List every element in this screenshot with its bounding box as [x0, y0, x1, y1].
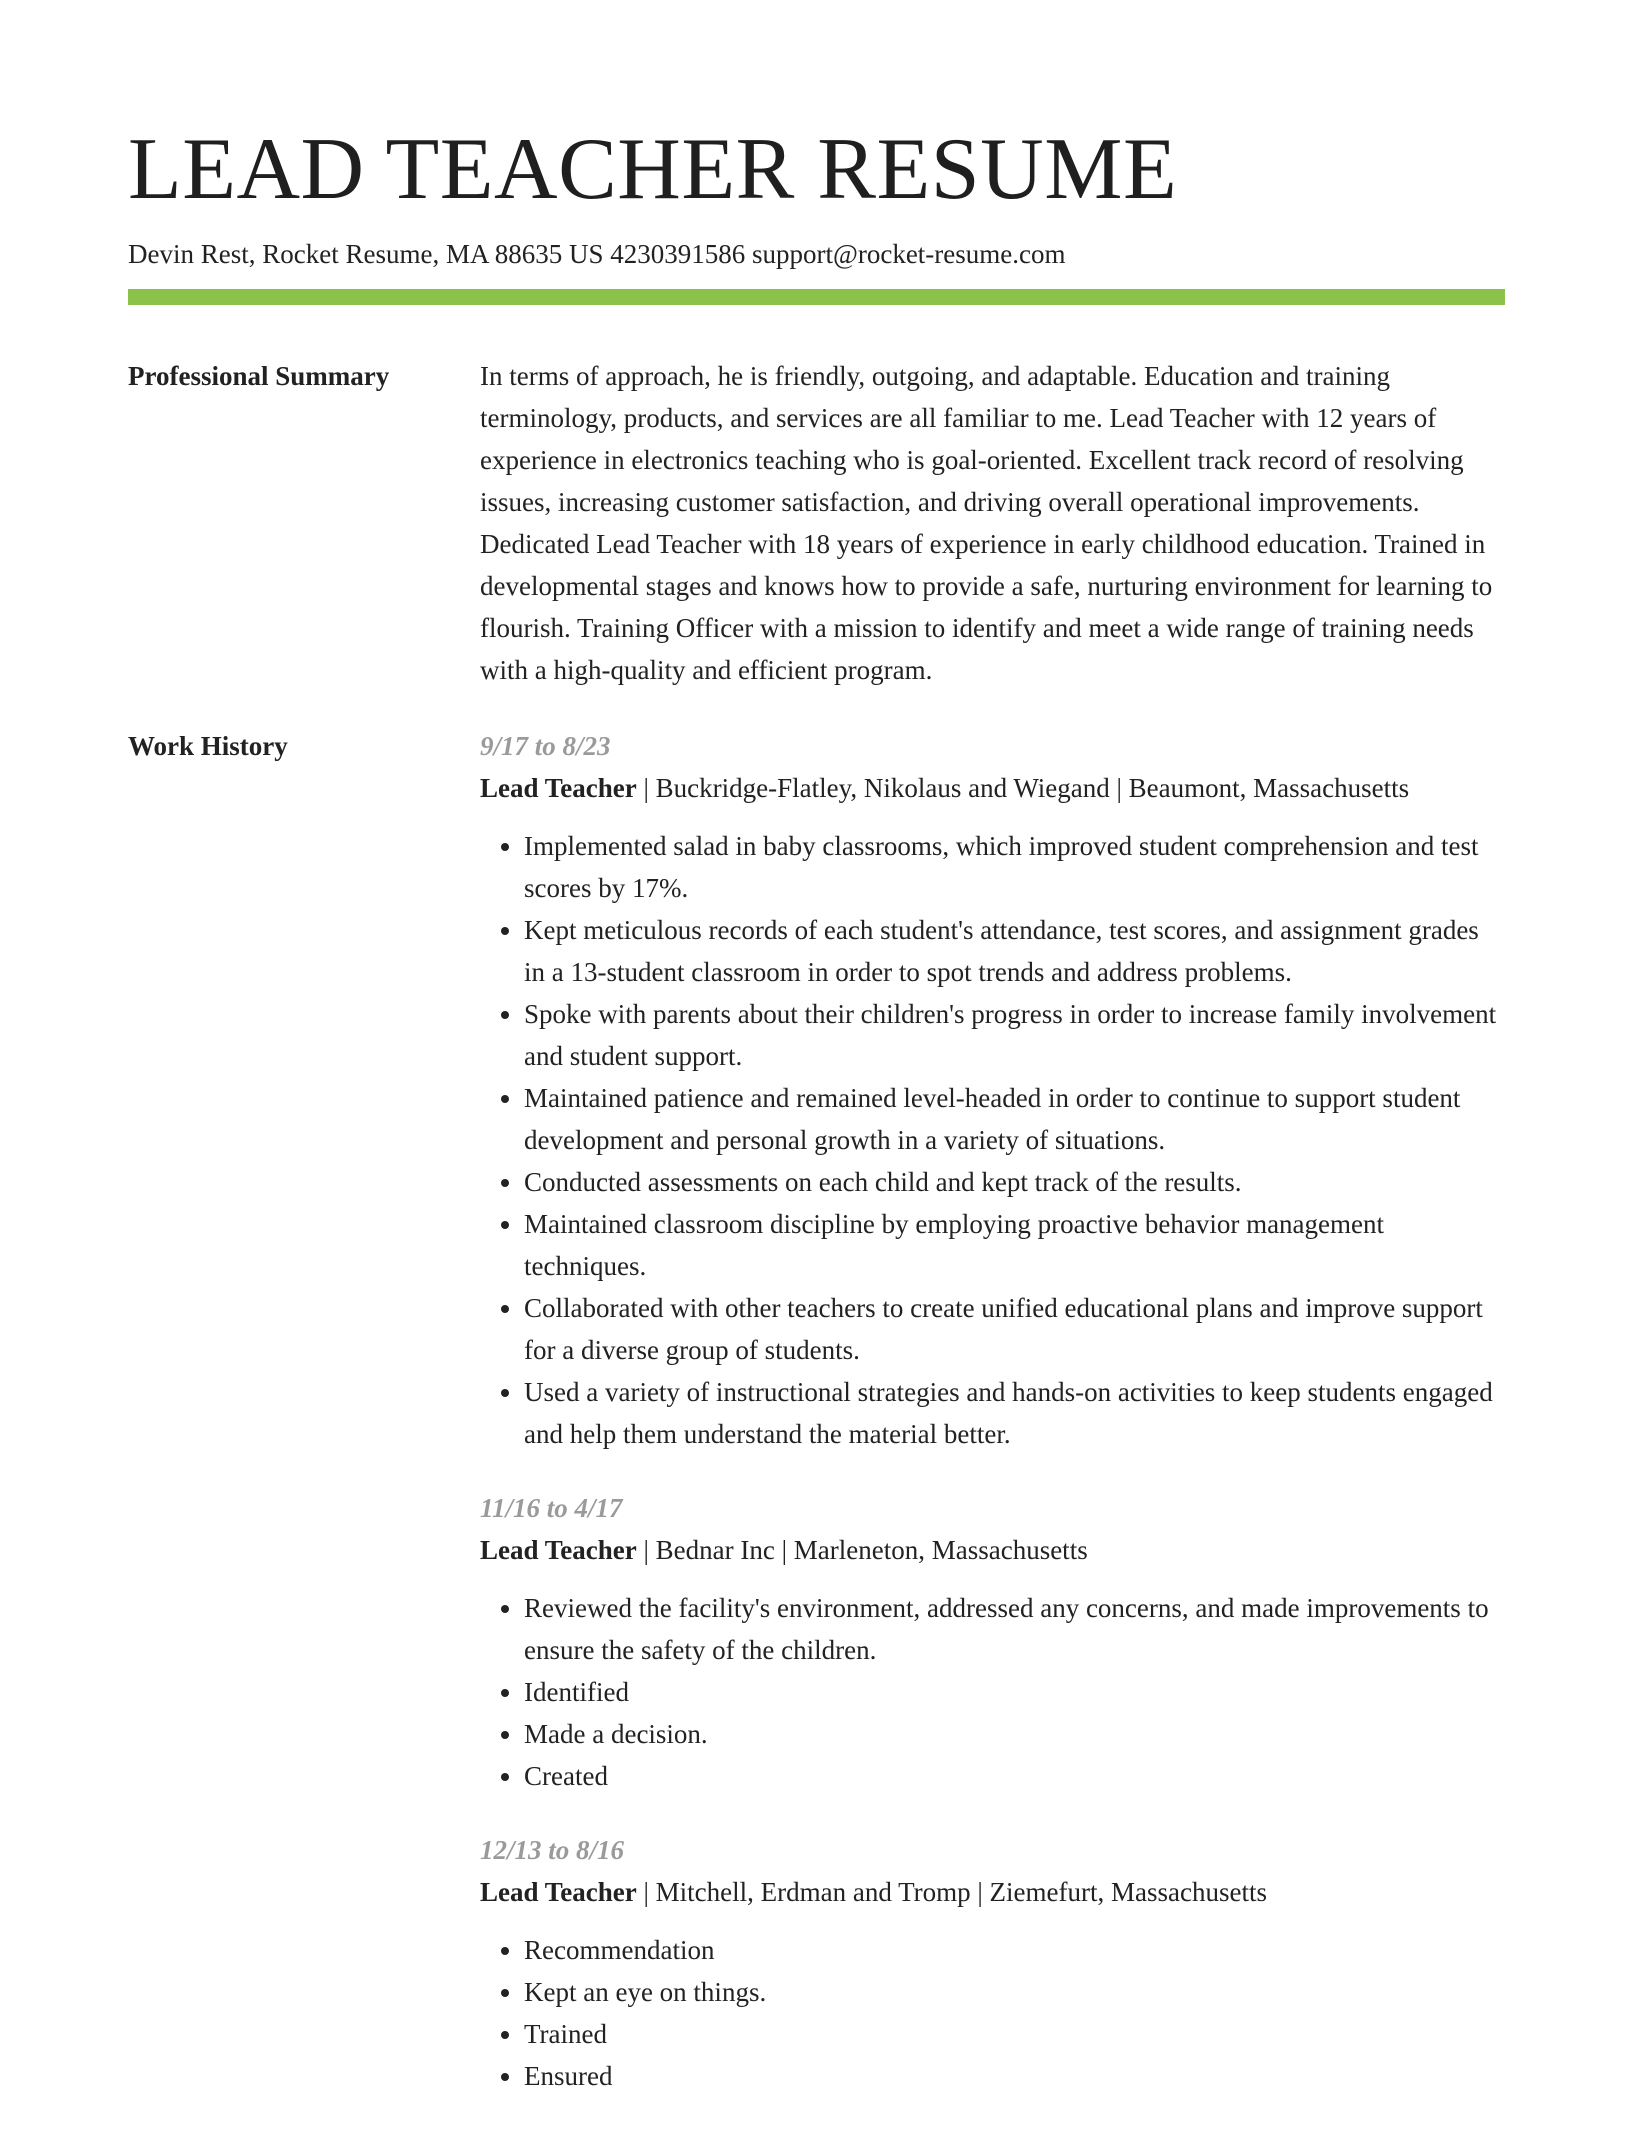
job-bullet: • Reviewed the facility's environment, addressed any concerns, and made improvements to ensure the safety of the children. [524, 1587, 1505, 1671]
job-bullet: • Collaborated with other teachers to create unified educational plans and improve support for a diverse group of students. [524, 1287, 1505, 1371]
job-bullet: • Kept an eye on things. [524, 1971, 1505, 2013]
job-bullet: • Identified [524, 1671, 1505, 1713]
resume-page [128, 0, 1505, 2129]
job-entry [480, 1829, 1505, 2097]
job-heading [480, 1529, 1505, 1571]
job-dates: 9/17 to 8/23 [480, 731, 611, 761]
job-details: | Bednar Inc | Marleneton, Massachusetts [636, 1535, 1088, 1565]
job-entry [480, 1487, 1505, 1797]
summary-text: In terms of approach, he is friendly, outgoing, and adaptable. Education and training terminology, products, and services are all familiar to me. Lead Teacher with 12 years of experience in electronics teaching who is goal-oriented. Excellent track record of resolving issues, increasing customer satisfaction, and driving overall operational improvements. Dedicated Lead Teacher with 18 years of experience in early childhood education. Trained in developmental stages and knows how to provide a safe, nurturing environment for learning to flourish. Training Officer with a mission to identify and meet a wide range of training needs with a high-quality and efficient program. [480, 361, 1493, 685]
job-bullet: • Used a variety of instructional strategies and hands-on activities to keep students engaged and help them understand the material better. [524, 1371, 1505, 1455]
contact-line: Devin Rest, Rocket Resume, MA 88635 US 4230391586 support@rocket-resume.com [128, 239, 1066, 269]
job-bullet: • Made a decision. [524, 1713, 1505, 1755]
job-heading [480, 1871, 1505, 1913]
job-title: Lead Teacher [480, 1877, 637, 1907]
accent-divider [128, 289, 1505, 305]
job-dates: 12/13 to 8/16 [480, 1835, 625, 1865]
job-bullet: • Conducted assessments on each child and kept track of the results. [524, 1161, 1505, 1203]
job-details: | Mitchell, Erdman and Tromp | Ziemefurt, Massachusetts [636, 1877, 1267, 1907]
job-bullets [480, 825, 1505, 1455]
job-dates: 11/16 to 4/17 [480, 1493, 623, 1523]
job-heading [480, 767, 1505, 809]
job-bullet: • Spoke with parents about their children's progress in order to increase family involvement and student support. [524, 993, 1505, 1077]
job-bullet: • Kept meticulous records of each student's attendance, test scores, and assignment grades in a 13-student classroom in order to spot trends and address problems. [524, 909, 1505, 993]
job-bullet: • Recommendation [524, 1929, 1505, 1971]
work-history-body [480, 725, 1505, 2129]
job-bullet: • Created [524, 1755, 1505, 1797]
job-details: | Buckridge-Flatley, Nikolaus and Wiegand | Beaumont, Massachusetts [636, 773, 1410, 803]
job-bullet: • Maintained classroom discipline by employing proactive behavior management techniques. [524, 1203, 1505, 1287]
job-bullets [480, 1929, 1505, 2097]
job-bullet: • Maintained patience and remained level-headed in order to continue to support student development and personal growth in a variety of situations. [524, 1077, 1505, 1161]
job-bullets [480, 1587, 1505, 1797]
job-bullet: • Trained [524, 2013, 1505, 2055]
job-title: Lead Teacher [480, 1535, 637, 1565]
professional-summary-section [128, 355, 1505, 691]
job-bullet: • Implemented salad in baby classrooms, which improved student comprehension and test scores by 17%. [524, 825, 1505, 909]
section-label-work-history: Work History [128, 731, 288, 761]
work-history-section [128, 725, 1505, 2129]
summary-body [480, 355, 1505, 691]
job-title: Lead Teacher [480, 773, 637, 803]
section-label-summary: Professional Summary [128, 361, 390, 391]
job-bullet: • Ensured [524, 2055, 1505, 2097]
job-entry [480, 725, 1505, 1455]
resume-title: LEAD TEACHER RESUME [128, 121, 1178, 218]
